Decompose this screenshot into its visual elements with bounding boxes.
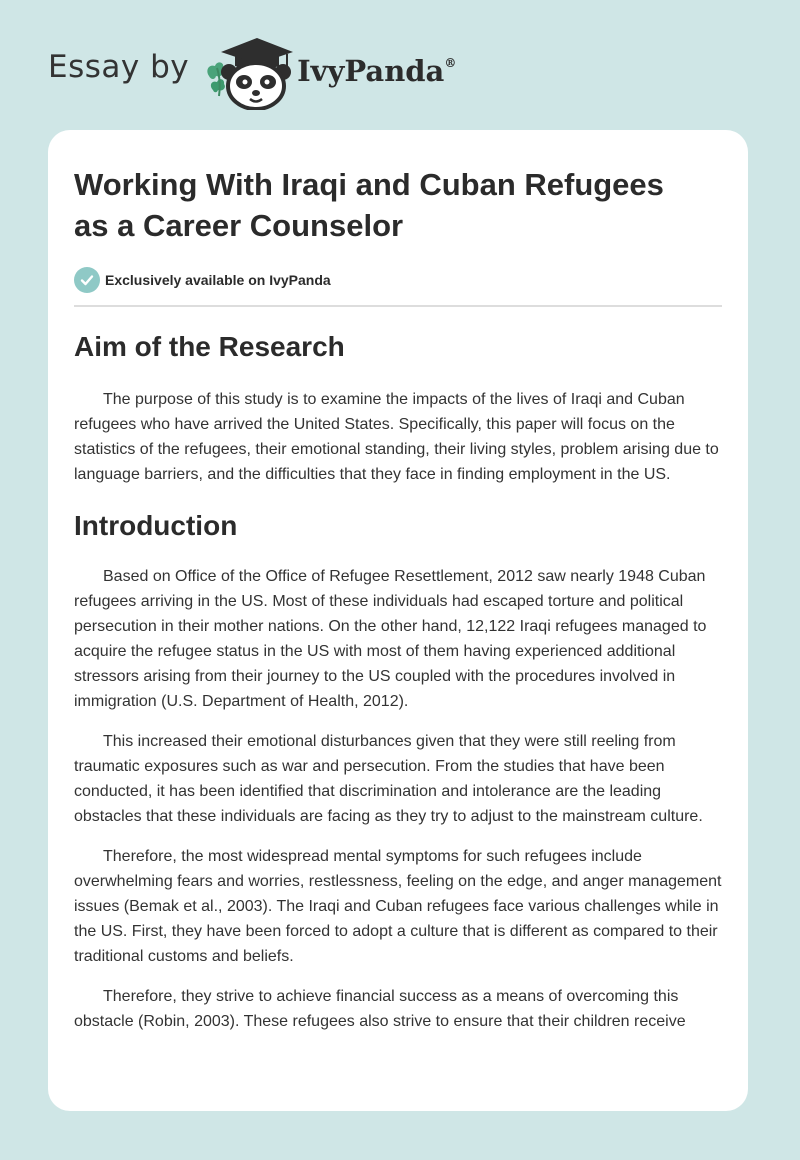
brand-name[interactable]: IvyPanda® — [297, 54, 457, 88]
registered-mark: ® — [444, 56, 457, 70]
check-icon — [74, 267, 100, 293]
heading-introduction: Introduction — [74, 510, 238, 541]
paragraph: This increased their emotional disturbances given that they were still reeling from traumatic exposures such as war and persecution. From the studies that have been conducted, it has been identified that discrimination and intolerance are the leading obstacles that these individuals are facing as they try to adjust to the mainstream culture. — [74, 733, 703, 825]
paragraph: Based on Office of the Office of Refugee Resettlement, 2012 saw nearly 1948 Cuban refugees arriving in the US. Most of these individuals had escaped torture and political persecution in their mother nations. On the other hand, 12,122 Iraqi refugees managed to acquire the refugee status in the US with most of them having experienced additional stressors arising from their journey to the US coupled with the procedures involved in immigration (U.S. Department of Health, 2012). — [74, 568, 707, 710]
heading-aim: Aim of the Research — [74, 331, 345, 362]
ivypanda-logo-icon[interactable] — [203, 30, 295, 110]
paragraph: Therefore, the most widespread mental symptoms for such refugees include overwhelming fears and worries, restlessness, feeling on the edge, and anger management issues (Bemak et al., 2003). The Iraqi and Cuban refugees face various challenges while in the US. First, they have been forced to adopt a culture that is different as compared to their traditional customs and beliefs. — [74, 848, 722, 965]
essay-by-label: Essay by — [48, 49, 190, 85]
essay-card — [48, 130, 748, 1111]
title-divider — [74, 305, 722, 307]
paragraph: The purpose of this study is to examine the impacts of the lives of Iraqi and Cuban refugees who have arrived the United States. Specifically, this paper will focus on the statistics of the refugees, their emotional standing, their living styles, problem arising due to language barriers, and the difficulties that they face in finding employment in the US. — [74, 391, 719, 483]
essay-title: Working With Iraqi and Cuban Refugees as a Career Counselor — [74, 167, 664, 243]
exclusive-text: Exclusively available on IvyPanda — [105, 272, 331, 288]
exclusive-badge — [74, 266, 722, 294]
paragraph: Therefore, they strive to achieve financial success as a means of overcoming this obstacle (Robin, 2003). These refugees also strive to ensure that their children receive — [74, 988, 686, 1030]
site-header — [48, 30, 748, 110]
